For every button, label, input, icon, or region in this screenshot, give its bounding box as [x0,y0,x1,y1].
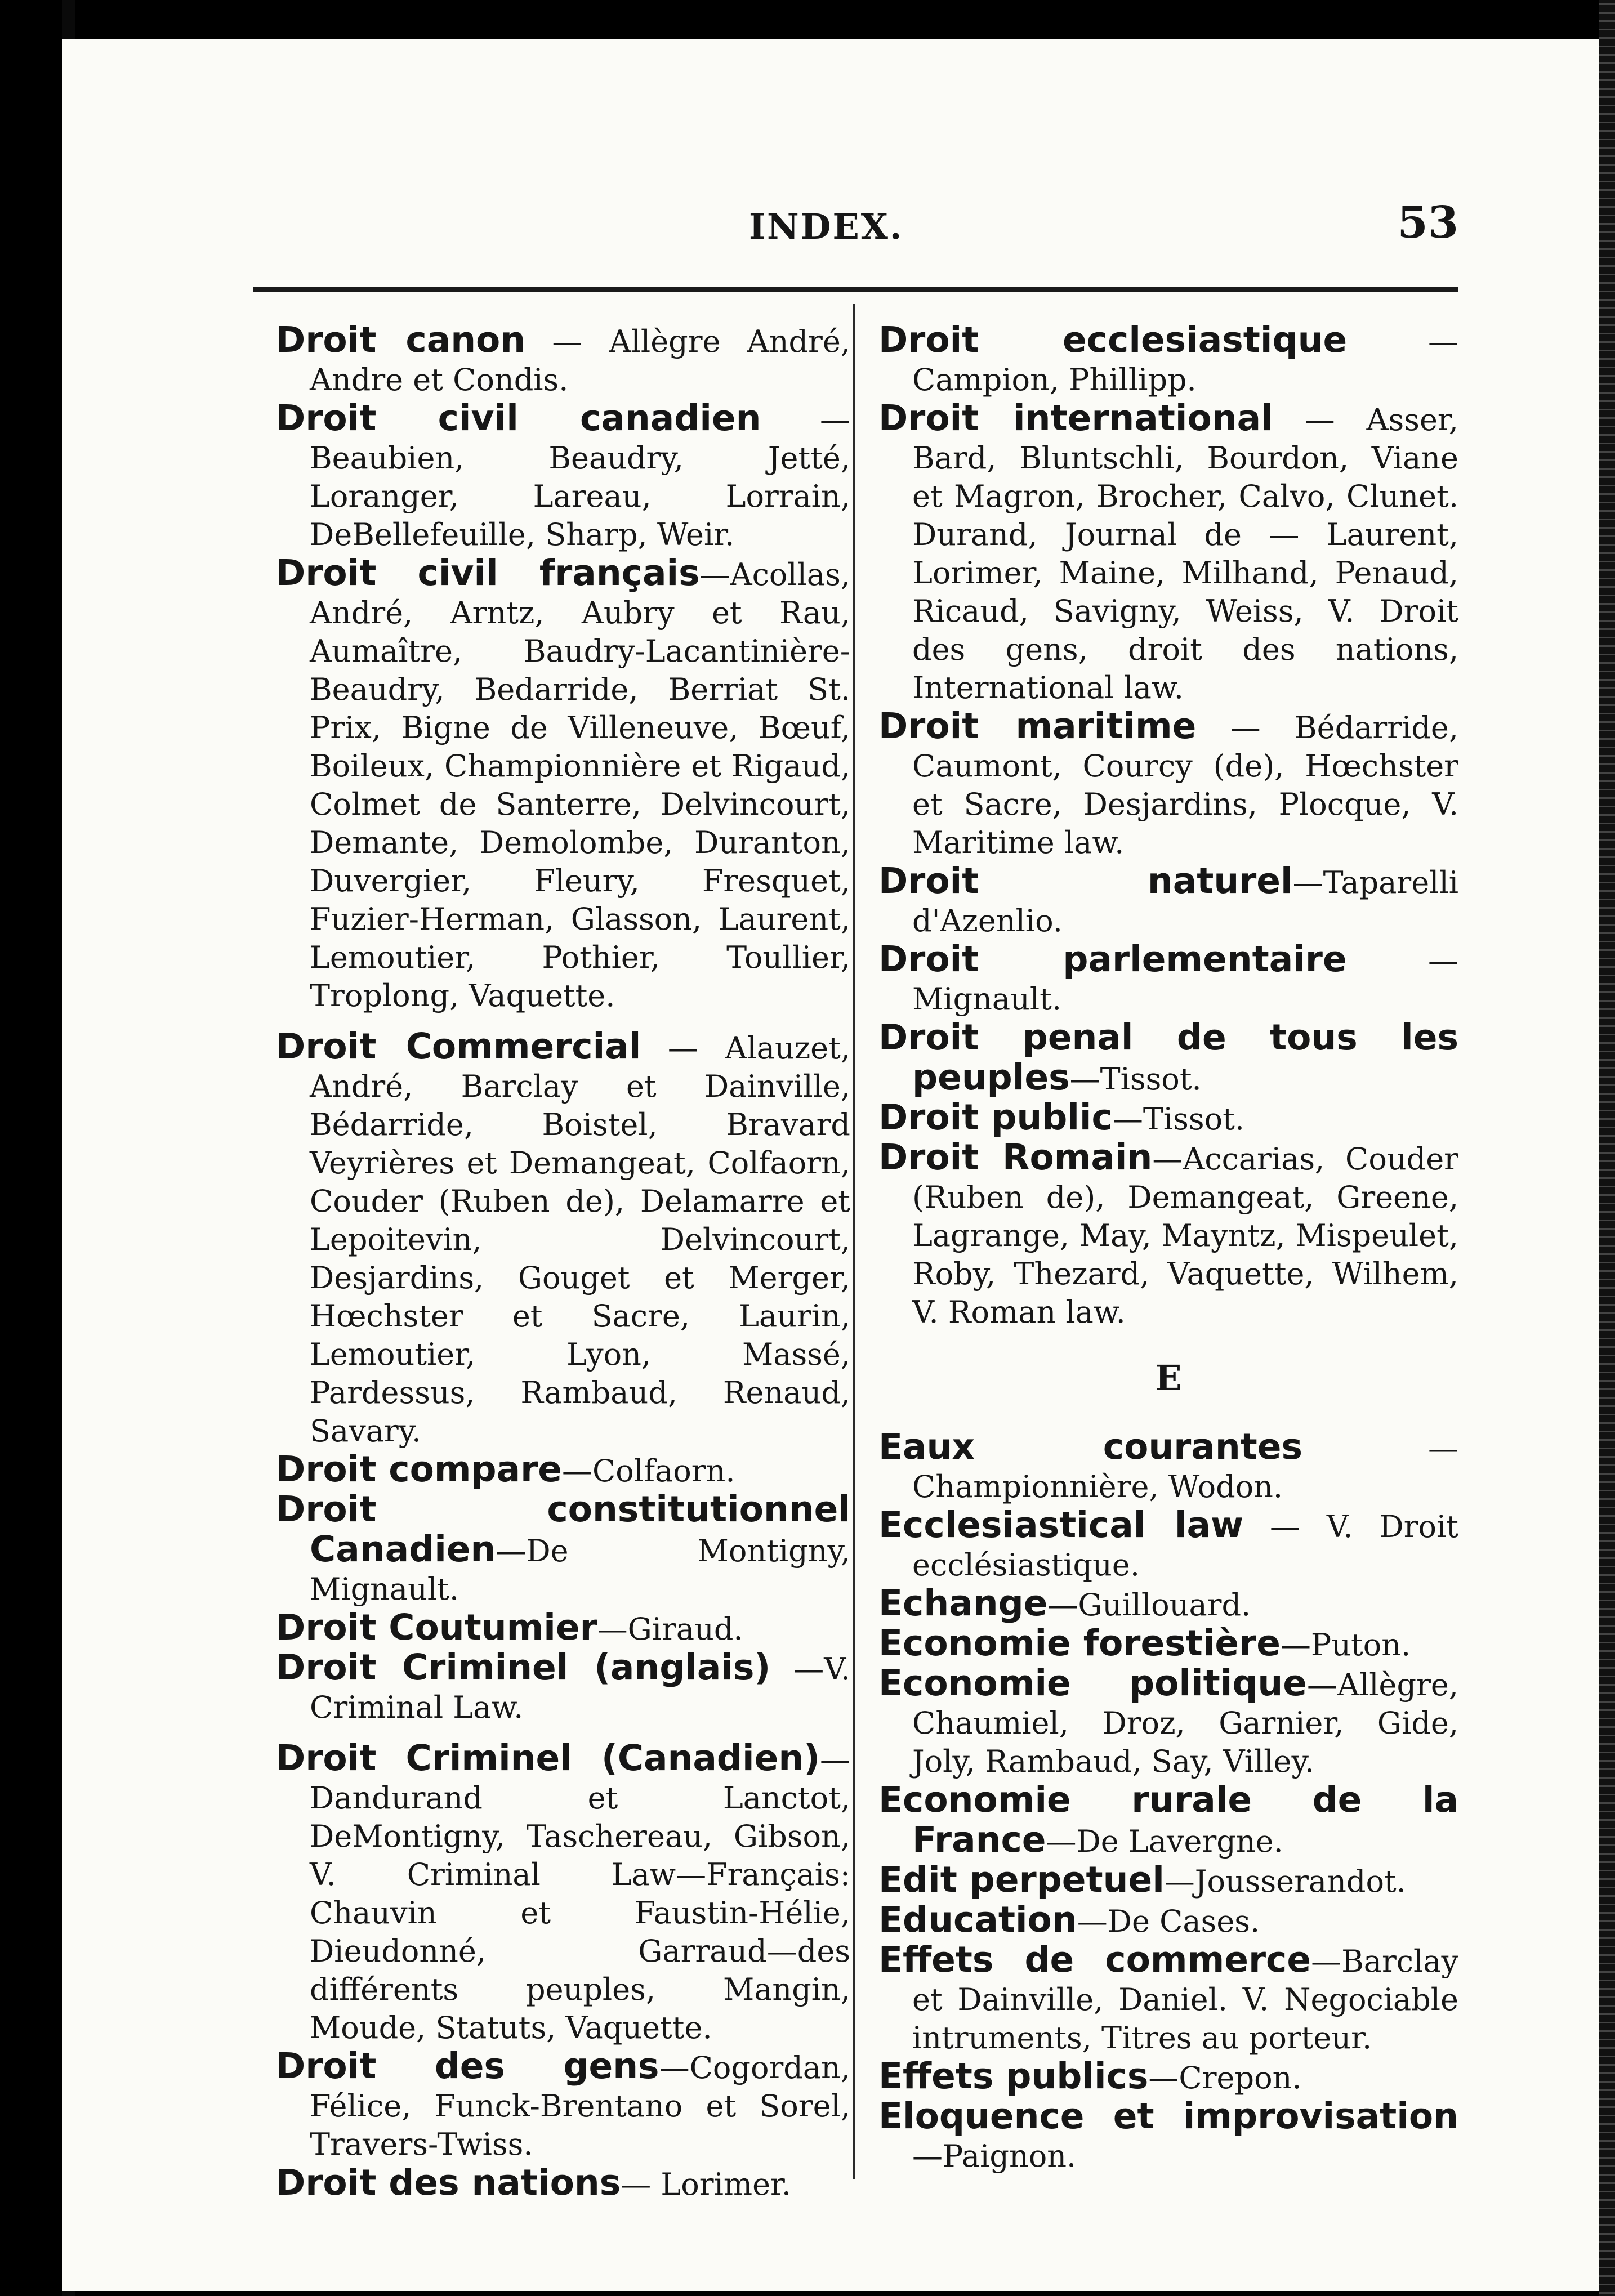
entry-heading: Edit perpetuel [878,1859,1165,1900]
entry-heading: Effets publics [878,2056,1149,2097]
entry-heading: Droit naturel [878,860,1293,901]
entry-heading: Education [878,1899,1077,1940]
index-entry [878,2097,1458,2176]
index-entry [878,1506,1458,1584]
index-entry [276,1609,850,1649]
entry-references: —Jousserandot. [1164,1864,1406,1899]
entry-heading: Eloquence et improvisation [878,2096,1458,2137]
entry-heading: Economie politique [878,1663,1307,1704]
right-column-d-entries [878,321,1458,1332]
index-entry [878,1781,1458,1861]
entry-heading: Economie rurale de la France [878,1779,1458,1860]
entry-heading: Eaux courantes [878,1426,1303,1467]
page-number: 53 [1397,197,1458,248]
entry-heading: Droit canon [276,319,526,360]
entry-heading: Economie forestière [878,1623,1281,1664]
page-header [253,158,1458,248]
entry-heading: Droit Criminel (Canadien) [276,1737,820,1779]
entry-heading: Droit public [878,1097,1113,1138]
header-rule [253,287,1458,292]
entry-heading: Droit parlementaire [878,939,1347,980]
index-entry [878,862,1458,940]
entry-references: —Taparelli d'Azenlio. [912,865,1458,939]
index-entry [878,321,1458,399]
entry-references: — Beaubien, Beaudry, Jetté, Loranger, Lareau, Lorrain, DeBellefeuille, Sharp, Weir. [310,402,850,552]
index-entry [878,707,1458,862]
index-entry [878,1901,1458,1941]
entry-heading: Ecclesiastical law [878,1504,1244,1545]
entry-heading: Droit maritime [878,705,1197,747]
index-entry [878,1624,1458,1664]
entry-references: —Paignon. [912,2138,1077,2174]
index-entry [276,554,850,1015]
entry-references: —Tissot. [1069,1061,1202,1097]
entry-heading: Droit des gens [276,2045,659,2087]
index-entry [276,2164,850,2204]
entry-references: —Accarias, Couder (Ruben de), Demangeat, Greene, Lagrange, May, Mayntz, Mispeulet, Roby, Thezard, Vaquette, Wilhem, V. Roman law. [912,1141,1458,1330]
entry-references: —V. Criminal Law. [310,1651,850,1725]
index-entry [276,1028,850,1450]
entry-references: —Tissot. [1112,1101,1244,1137]
index-entry [878,1138,1458,1332]
entry-references: —Barclay et Dainville, Daniel. V. Negociable intruments, Titres au porteur. [912,1944,1458,2056]
section-letter: E [1155,1357,1182,1399]
index-entry [276,1739,850,2047]
index-entry [276,399,850,554]
entry-heading: Droit Coutumier [276,1607,597,1648]
entry-references: — Asser, Bard, Bluntschli, Bourdon, Viane et Magron, Brocher, Calvo, Clunet. Durand, Journal de — Laurent, Lorimer, Maine, Milhand, Penaud, Ricaud, Savigny, Weiss, V. Droit des gens, droit des nations, International law. [912,402,1458,705]
entry-references: — Bédarride, Caumont, Courcy (de), Hœchster et Sacre, Desjardins, Plocque, V. Maritime law. [912,710,1458,860]
entry-heading: Droit international [878,397,1273,439]
entry-heading: Droit compare [276,1449,562,1490]
right-column-e-entries [878,1428,1458,2176]
index-entry [276,1450,850,1490]
entry-references: —Allègre, Chaumiel, Droz, Garnier, Gide, Joly, Rambaud, Say, Villey. [912,1667,1458,1779]
left-column [276,321,850,2204]
index-entry [878,1098,1458,1138]
entry-references: — Dandurand et Lanctot, DeMontigny, Taschereau, Gibson, V. Criminal Law—Français: Chauvin et Faustin-Hélie, Dieudonné, Garraud—des différents peuples, Mangin, Moude, Statuts, Vaquette. [310,1742,850,2045]
entry-heading: Droit constitutionnel Canadien [276,1489,850,1570]
entry-heading: Droit civil français [276,552,700,593]
entry-references: —Guillouard. [1047,1587,1251,1623]
entry-references: — Lorimer. [621,2167,792,2202]
index-entry [276,321,850,399]
index-entry [276,2047,850,2164]
entry-heading: Echange [878,1583,1048,1624]
entry-heading: Droit ecclesiastique [878,319,1348,360]
entry-heading: Droit des nations [276,2162,621,2203]
entry-references: —Colfaorn. [561,1453,735,1489]
index-entry [276,1649,850,1727]
entry-references: — Mignault. [912,943,1458,1017]
entry-references: —Giraud. [597,1611,743,1647]
running-head: INDEX. [749,206,904,247]
entry-references: —Cogordan, Félice, Funck-Brentano et Sorel, Travers-Twiss. [310,2050,850,2162]
entry-references: —De Montigny, Mignault. [310,1533,850,1607]
index-entry [878,2057,1458,2097]
entry-references: — Allègre André, Andre et Condis. [310,324,850,397]
entry-references: — Championnière, Wodon. [912,1431,1458,1504]
entry-references: —Acollas, André, Arntz, Aubry et Rau, Aumaître, Baudry-Lacantinière-Beaudry, Bedarride, Berriat St. Prix, Bigne de Villeneuve, Bœuf, Boileux, Championnière et Rigaud, Colmet de Santerre, Delvincourt, Demante, Demolombe, Duranton, Duvergier, Fleury, Fresquet, Fuzier-Herman, Glasson, Laurent, Lemoutier, Pothier, Toullier, Troplong, Vaquette. [310,557,850,1013]
column-divider [853,304,855,2179]
index-entry [878,1019,1458,1098]
entry-heading: Droit Criminel (anglais) [276,1647,771,1688]
entry-references: — V. Droit ecclésiastique. [912,1509,1458,1583]
right-column [878,321,1458,2176]
index-entry [878,1428,1458,1506]
index-entry [878,1664,1458,1781]
entry-references: —Crepon. [1148,2060,1302,2096]
entry-references: — Campion, Phillipp. [912,324,1458,397]
scan-edge-right [1599,0,1615,2296]
entry-references: —Puton. [1280,1627,1411,1663]
index-entry [276,1490,850,1609]
entry-heading: Droit penal de tous les peuples [878,1017,1458,1098]
index-entry [878,940,1458,1019]
entry-heading: Droit Commercial [276,1026,641,1067]
entry-heading: Droit civil canadien [276,397,761,439]
entry-references: — Alauzet, André, Barclay et Dainville, Bédarride, Boistel, Bravard Veyrières et Demangeat, Colfaorn, Couder (Ruben de), Delamarre et Lepoitevin, Delvincourt, Desjardins, Gouget et Merger, Hœchster et Sacre, Laurin, Lemoutier, Lyon, Massé, Pardessus, Rambaud, Renaud, Savary. [310,1030,850,1449]
entry-references: —De Cases. [1077,1904,1260,1939]
index-entry [878,1941,1458,2057]
entry-heading: Droit Romain [878,1137,1153,1178]
entry-heading: Effets de commerce [878,1939,1311,1980]
book-page [62,39,1599,2291]
index-entry [878,1584,1458,1624]
index-entry [878,1861,1458,1901]
entry-references: —De Lavergne. [1046,1824,1283,1859]
index-entry [878,399,1458,707]
